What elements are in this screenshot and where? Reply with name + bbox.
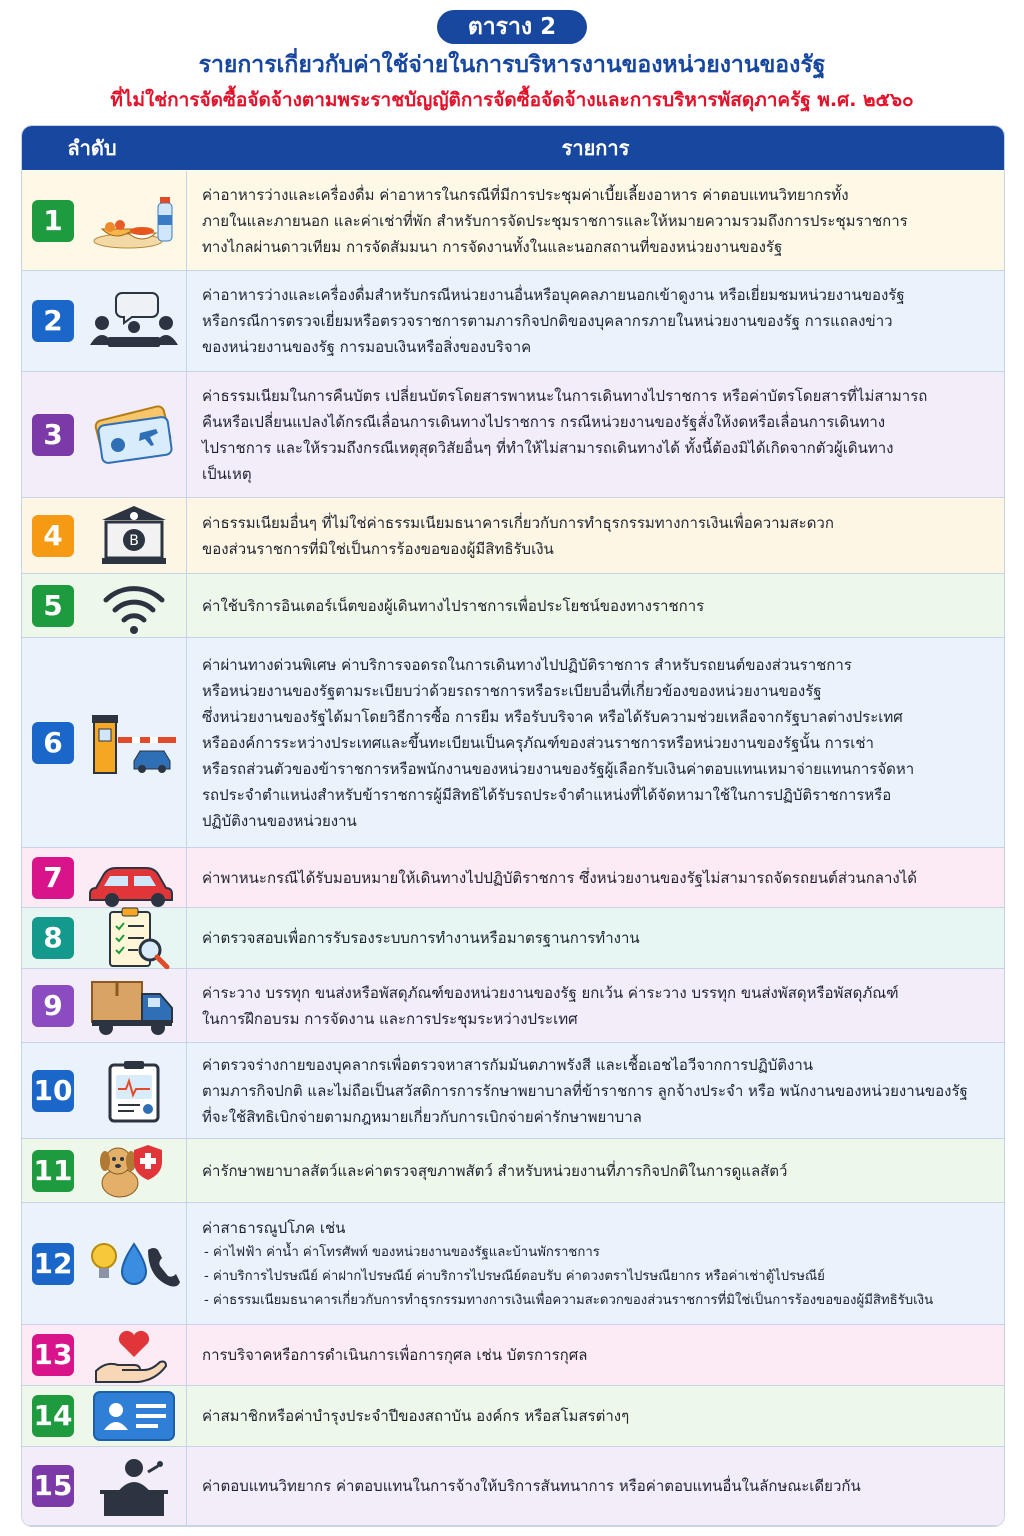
row-description bbox=[202, 383, 994, 487]
table-row bbox=[22, 1203, 1004, 1325]
row-number-cell bbox=[22, 638, 187, 847]
table-row bbox=[22, 271, 1004, 372]
car-icon bbox=[88, 846, 180, 910]
description-line: ค่ารักษาพยาบาลสัตว์และค่าตรวจสุขภาพสัตว์ สำหรับหน่วยงานที่ภารกิจปกติในการดูแลสัตว์ bbox=[202, 1161, 788, 1180]
meeting-icon bbox=[88, 289, 180, 353]
utilities-icon bbox=[88, 1232, 180, 1296]
row-number-badge: 2 bbox=[32, 300, 74, 342]
expense-table bbox=[22, 126, 1004, 1526]
row-number-badge: 10 bbox=[32, 1070, 74, 1112]
dog-health-icon bbox=[88, 1139, 180, 1203]
description-line: ค่าใช้บริการอินเตอร์เน็ตของผู้เดินทางไปราชการเพื่อประโยชน์ของทางราชการ bbox=[202, 596, 705, 615]
description-line: รถประจำตำแหน่งสำหรับข้าราชการผู้มีสิทธิได้รับรถประจำตำแหน่งที่ได้จัดหามาใช้ในการปฏิบัติราชการหรือ bbox=[202, 785, 892, 804]
row-description bbox=[202, 865, 994, 891]
table-row bbox=[22, 498, 1004, 574]
description-bullet: - ค่าธรรมเนียมธนาคารเกี่ยวกับการทำธุรกรรมทางการเงินเพื่อความสะดวกของส่วนราชการที่มิใช่เป็นการร้องขอของผู้มีสิทธิรับเงิน bbox=[204, 1292, 934, 1308]
description-line: หรือกรณีการตรวจเยี่ยมหรือตรวจราชการตามภารกิจปกติของบุคลากรภายในหน่วยงานของรัฐ การแถลงข่าว bbox=[202, 312, 893, 330]
description-line: ค่าสมาชิกหรือค่าบำรุงประจำปีของสถาบัน องค์กร หรือสโมสรต่างๆ bbox=[202, 1407, 630, 1425]
medical-report-icon bbox=[88, 1059, 180, 1123]
row-description bbox=[202, 1052, 994, 1130]
row-number-badge: 11 bbox=[32, 1150, 74, 1192]
description-line: ปฏิบัติงานของหน่วยงาน bbox=[202, 811, 357, 830]
row-description bbox=[202, 1473, 994, 1499]
row-description bbox=[202, 652, 994, 834]
row-number-cell bbox=[22, 372, 187, 497]
page-subtitle: ที่ไม่ใช่การจัดซื้อจัดจ้างตามพระราชบัญญัติการจัดซื้อจัดจ้างและการบริหารพัสดุภาครัฐ พ.ศ. ๒๕๖๐ bbox=[110, 89, 914, 111]
row-description bbox=[202, 1342, 994, 1368]
description-line: ค่าสาธารณูปโภค เช่น bbox=[202, 1218, 346, 1237]
row-number-badge: 13 bbox=[32, 1334, 74, 1376]
row-number-cell bbox=[22, 271, 187, 371]
description-line: ตามภารกิจปกติ และไม่ถือเป็นสวัสดิการการรักษาพยาบาลที่ข้าราชการ ลูกจ้างประจำ หรือ พนักงานของหน่วยงานของรัฐ bbox=[202, 1081, 968, 1100]
description-line: ไปราชการ และให้รวมถึงกรณีเหตุสุดวิสัยอื่นๆ ที่ทำให้ไม่สามารถเดินทางได้ ทั้งนี้ต้องมิได้เกิดจากตัวผู้เดินทาง bbox=[202, 438, 894, 457]
column-header-item: รายการ bbox=[561, 136, 630, 160]
description-line: คืนหรือเปลี่ยนแปลงได้กรณีเลื่อนการเดินทางไปราชการ กรณีหน่วยงานของรัฐสั่งให้งดหรือเลื่อนการเดินทาง bbox=[202, 412, 886, 431]
description-line: ค่าตอบแทนวิทยากร ค่าตอบแทนในการจ้างให้บริการสันทนาการ หรือค่าตอบแทนอื่นในลักษณะเดียวกัน bbox=[202, 1477, 861, 1495]
table-header bbox=[22, 126, 1004, 170]
description-line: การบริจาคหรือการดำเนินการเพื่อการกุศล เช่น บัตรการกุศล bbox=[202, 1346, 588, 1364]
truck-icon bbox=[88, 974, 180, 1038]
description-line: ของส่วนราชการที่มิใช่เป็นการร้องขอของผู้มีสิทธิรับเงิน bbox=[202, 539, 554, 558]
description-line: ภายในและภายนอก และค่าเช่าที่พัก สำหรับการจัดประชุมราชการและให้หมายความรวมถึงการประชุมราชการ bbox=[202, 211, 908, 230]
description-line: ในการฝึกอบรม การจัดงาน และการประชุมระหว่างประเทศ bbox=[202, 1009, 578, 1028]
table-row bbox=[22, 171, 1004, 271]
table-row bbox=[22, 574, 1004, 638]
description-line: ทางไกลผ่านดาวเทียม การจัดสัมมนา การจัดงานทั้งในและนอกสถานที่ของหน่วยงานของรัฐ bbox=[202, 237, 783, 256]
row-number-cell bbox=[22, 848, 187, 907]
description-line: หรือองค์การระหว่างประเทศและขึ้นทะเบียนเป็นครุภัณฑ์ของส่วนราชการหรือหน่วยงานของรัฐนั้น การเช่า bbox=[202, 733, 874, 752]
row-number-badge: 7 bbox=[32, 857, 74, 899]
row-description bbox=[202, 282, 994, 360]
row-description bbox=[202, 182, 994, 260]
row-number-cell bbox=[22, 1325, 187, 1385]
row-number-badge: 4 bbox=[32, 515, 74, 557]
row-number-badge: 8 bbox=[32, 917, 74, 959]
description-bullet: - ค่าบริการไปรษณีย์ ค่าฝากไปรษณีย์ ค่าบริการไปรษณีย์ตอบรับ ค่าดวงตราไปรษณียากร หรือค่าเช่าตู้ไปรษณีย์ bbox=[204, 1268, 825, 1284]
description-line: ค่าตรวจสอบเพื่อการรับรองระบบการทำงานหรือมาตรฐานการทำงาน bbox=[202, 929, 640, 947]
row-number-cell bbox=[22, 1203, 187, 1324]
row-number-cell bbox=[22, 908, 187, 968]
table-row bbox=[22, 638, 1004, 848]
table-label-badge: ตาราง 2 bbox=[437, 10, 587, 44]
description-line: เป็นเหตุ bbox=[202, 464, 252, 483]
description-bullet: - ค่าไฟฟ้า ค่าน้ำ ค่าโทรศัพท์ ของหน่วยงานของรัฐและบ้านพักราชการ bbox=[204, 1244, 600, 1260]
row-number-cell bbox=[22, 574, 187, 637]
row-number-badge: 3 bbox=[32, 414, 74, 456]
row-description bbox=[202, 980, 994, 1032]
row-description bbox=[202, 510, 994, 562]
row-number-cell bbox=[22, 1043, 187, 1138]
row-number-cell bbox=[22, 171, 187, 270]
page-title: รายการเกี่ยวกับค่าใช้จ่ายในการบริหารงานของหน่วยงานของรัฐ bbox=[198, 52, 826, 78]
speaker-podium-icon bbox=[88, 1454, 180, 1518]
row-number-badge: 6 bbox=[32, 722, 74, 764]
row-number-cell bbox=[22, 1139, 187, 1202]
heart-hand-icon bbox=[88, 1323, 180, 1387]
row-number-cell bbox=[22, 1447, 187, 1525]
table-row bbox=[22, 848, 1004, 908]
table-row bbox=[22, 1043, 1004, 1139]
row-number-badge: 1 bbox=[32, 200, 74, 242]
row-description bbox=[202, 925, 994, 951]
description-line: ค่าธรรมเนียมในการคืนบัตร เปลี่ยนบัตรโดยสารพาหนะในการเดินทางไปราชการ หรือค่าบัตรโดยสารที่ไม่สามารถ bbox=[202, 386, 928, 405]
description-line: ค่าตรวจร่างกายของบุคลากรเพื่อตรวจหาสารกัมมันตภาพรังสี และเชื้อเอชไอวีจากการปฏิบัติงาน bbox=[202, 1055, 814, 1074]
description-line: ค่าพาหนะกรณีได้รับมอบหมายให้เดินทางไปปฏิบัติราชการ ซึ่งหน่วยงานของรัฐไม่สามารถจัดรถยนต์ส่วนกลางได้ bbox=[202, 868, 917, 887]
description-line: ค่าธรรมเนียมอื่นๆ ที่ไม่ใช่ค่าธรรมเนียมธนาคารเกี่ยวกับการทำธุรกรรมทางการเงินเพื่อความสะดวก bbox=[202, 513, 834, 532]
row-number-badge: 15 bbox=[32, 1465, 74, 1507]
svg-text:B: B bbox=[129, 532, 139, 549]
description-line: หรือหน่วยงานของรัฐตามระเบียบว่าด้วยรถราชการหรือระเบียบอื่นที่เกี่ยวข้องของหน่วยงานของรัฐ bbox=[202, 681, 822, 700]
column-header-number: ลำดับ bbox=[67, 136, 117, 160]
row-number-badge: 9 bbox=[32, 985, 74, 1027]
description-line: ค่าผ่านทางด่วนพิเศษ ค่าบริการจอดรถในการเดินทางไปปฏิบัติราชการ สำหรับรถยนต์ของส่วนราชการ bbox=[202, 655, 852, 674]
description-line: ค่าอาหารว่างและเครื่องดื่ม ค่าอาหารในกรณีที่มีการประชุมค่าเบี้ยเลี้ยงอาหาร ค่าตอบแทนวิทยากรทั้ง bbox=[202, 185, 849, 204]
wifi-icon bbox=[88, 574, 180, 638]
row-number-badge: 14 bbox=[32, 1395, 74, 1437]
table-row bbox=[22, 969, 1004, 1043]
table-row bbox=[22, 908, 1004, 969]
row-number-badge: 12 bbox=[32, 1243, 74, 1285]
row-description bbox=[202, 1158, 994, 1184]
description-line: ที่จะใช้สิทธิเบิกจ่ายตามกฎหมายเกี่ยวกับการเบิกจ่ายค่ารักษาพยาบาล bbox=[202, 1107, 642, 1126]
food-drink-icon bbox=[88, 189, 180, 253]
description-line: ค่าอาหารว่างและเครื่องดื่มสำหรับกรณีหน่วยงานอื่นหรือบุคคลภายนอกเข้าดูงาน หรือเยี่ยมชมหน่วยงานของรัฐ bbox=[202, 286, 905, 304]
table-row bbox=[22, 1325, 1004, 1386]
tollgate-icon bbox=[88, 711, 180, 775]
description-line: ของหน่วยงานของรัฐ การมอบเงินหรือสิ่งของบริจาค bbox=[202, 338, 532, 356]
row-description bbox=[202, 1403, 994, 1429]
row-number-cell bbox=[22, 498, 187, 573]
table-row bbox=[22, 1447, 1004, 1526]
row-number-cell bbox=[22, 969, 187, 1042]
bank-icon bbox=[88, 504, 180, 568]
table-row bbox=[22, 1386, 1004, 1447]
description-line: ค่าระวาง บรรทุก ขนส่งหรือพัสดุภัณฑ์ของหน่วยงานของรัฐ ยกเว้น ค่าระวาง บรรทุก ขนส่งพัสดุหรือพัสดุภัณฑ์ bbox=[202, 983, 899, 1002]
ticket-icon bbox=[88, 403, 180, 467]
checklist-icon bbox=[88, 906, 180, 970]
row-number-cell bbox=[22, 1386, 187, 1446]
description-line: ซึ่งหน่วยงานของรัฐได้มาโดยวิธีการซื้อ การยืม หรือรับบริจาค หรือได้รับความช่วยเหลือจากรัฐบาลต่างประเทศ bbox=[202, 707, 903, 726]
row-description bbox=[202, 1215, 994, 1313]
table-row bbox=[22, 1139, 1004, 1203]
description-line: หรือรถส่วนตัวของข้าราชการหรือพนักงานของหน่วยงานของรัฐผู้เลือกรับเงินค่าตอบแทนเหมาจ่ายแทนการจัดหา bbox=[202, 759, 915, 778]
row-description bbox=[202, 593, 994, 619]
row-number-badge: 5 bbox=[32, 585, 74, 627]
id-card-icon bbox=[88, 1384, 180, 1448]
table-row bbox=[22, 372, 1004, 498]
